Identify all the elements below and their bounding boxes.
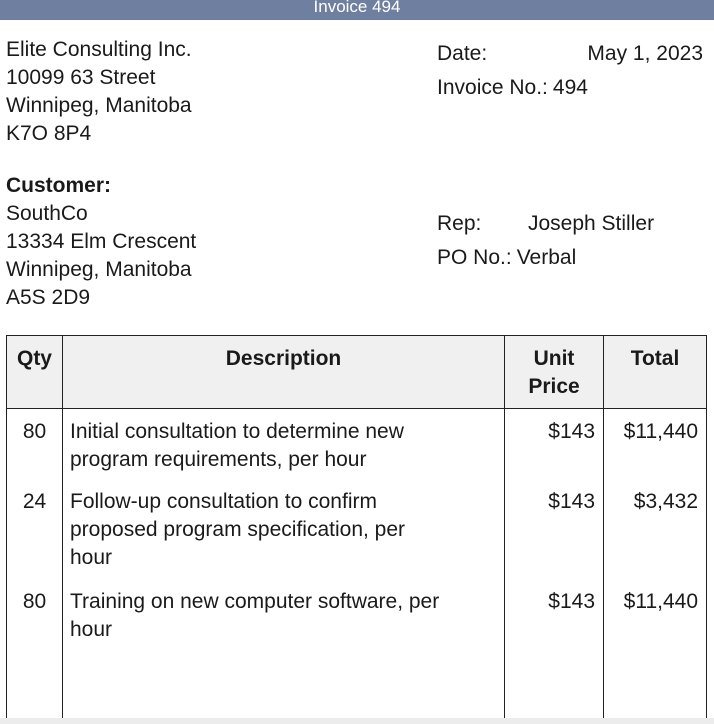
- row-1-description-line: Initial consultation to determine new: [70, 420, 404, 443]
- row-2-total: $3,432: [633, 490, 698, 513]
- po-label: PO No.:: [437, 246, 512, 269]
- row-3-description-line: hour: [70, 618, 113, 641]
- column-divider: [603, 336, 604, 719]
- header-unit-price: [505, 345, 603, 401]
- row-2-description-line: hour: [70, 546, 113, 569]
- date-label: Date:: [437, 42, 488, 65]
- seller-name: Elite Consulting Inc.: [6, 38, 192, 61]
- line-items-table: [6, 335, 707, 719]
- row-3-total: $11,440: [623, 590, 698, 613]
- bottom-scroll-area: [0, 718, 714, 724]
- invoice-number-row: [437, 71, 703, 105]
- customer-city: Winnipeg, Manitoba: [6, 258, 192, 281]
- row-2-description: [70, 488, 500, 572]
- row-1-qty: 80: [22, 420, 47, 443]
- column-divider: [62, 336, 63, 719]
- seller-city: Winnipeg, Manitoba: [6, 94, 192, 117]
- customer-street: 13334 Elm Crescent: [6, 230, 197, 253]
- order-meta: [437, 207, 654, 275]
- rep-row: [437, 207, 654, 241]
- header-description: Description: [225, 347, 342, 370]
- row-3-qty: 80: [22, 590, 47, 613]
- customer-name: SouthCo: [6, 202, 88, 225]
- row-3-unit-price: $143: [548, 590, 595, 613]
- row-2-description-line: proposed program specification, per: [70, 518, 406, 541]
- header-unit-price-line1: Unit: [533, 347, 575, 370]
- window-title-bar: [0, 0, 714, 20]
- row-1-total: $11,440: [623, 420, 698, 443]
- date-value: May 1, 2023: [587, 42, 703, 65]
- rep-value: Joseph Stiller: [528, 212, 655, 235]
- invoice-meta: [437, 37, 703, 105]
- seller-postal: K7O 8P4: [6, 122, 92, 145]
- row-3-description-line: Training on new computer software, per: [70, 590, 440, 613]
- row-1-description: [70, 418, 500, 474]
- date-row: [437, 37, 703, 71]
- row-2-unit-price: $143: [548, 490, 595, 513]
- customer-postal: A5S 2D9: [6, 286, 91, 309]
- customer-heading: Customer:: [6, 174, 112, 197]
- rep-label: Rep:: [437, 212, 482, 235]
- invoice-number-label: Invoice No.:: [437, 76, 548, 99]
- header-qty: Qty: [16, 347, 52, 370]
- row-1-description-line: program requirements, per hour: [70, 448, 367, 471]
- row-1-unit-price: $143: [548, 420, 595, 443]
- row-3-description: [70, 588, 500, 644]
- seller-street: 10099 63 Street: [6, 66, 156, 89]
- header-total: Total: [630, 347, 680, 370]
- invoice-number-value: 494: [552, 76, 588, 99]
- seller-address: [6, 36, 192, 148]
- po-value: Verbal: [516, 246, 577, 269]
- customer-address: [6, 172, 196, 312]
- window-title: Invoice 494: [313, 0, 401, 16]
- po-row: [437, 241, 654, 275]
- row-2-qty: 24: [22, 490, 47, 513]
- row-2-description-line: Follow-up consultation to confirm: [70, 490, 377, 513]
- header-unit-price-line2: Price: [528, 375, 580, 398]
